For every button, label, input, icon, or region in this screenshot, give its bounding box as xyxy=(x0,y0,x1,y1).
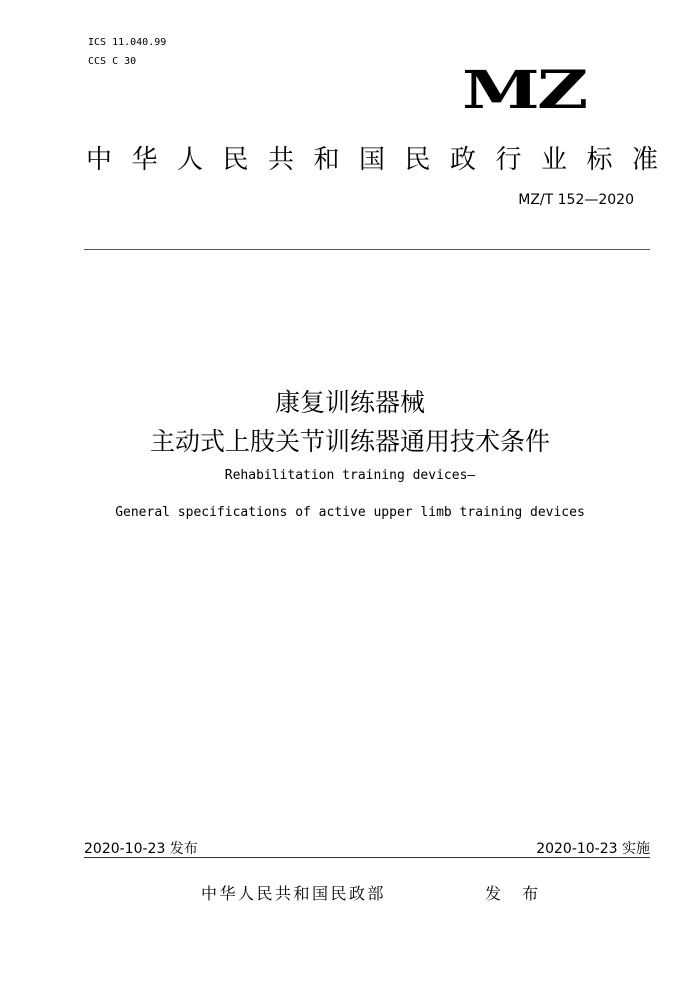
document-title-en-line1: Rehabilitation training devices— xyxy=(224,468,476,483)
standard-category-title: 中华人民共和国民政行业标准 xyxy=(86,145,678,175)
top-divider xyxy=(84,249,650,250)
ccs-code: CCS C 30 xyxy=(88,56,137,67)
document-title-zh-line1: 康复训练器械 xyxy=(274,388,425,417)
implementation-date: 2020-10-23 实施 xyxy=(536,841,650,857)
mz-logo: MZ xyxy=(462,60,586,121)
ics-code: ICS 11.040.99 xyxy=(88,37,167,48)
standard-number: MZ/T 152—2020 xyxy=(518,192,634,208)
publisher-name: 中华人民共和国民政部 xyxy=(201,884,387,903)
bottom-divider xyxy=(84,857,650,858)
document-title-zh-line2: 主动式上肢关节训练器通用技术条件 xyxy=(149,427,550,456)
issue-date: 2020-10-23 发布 xyxy=(84,841,198,857)
document-title-en-line2: General specifications of active upper limb training devices xyxy=(115,505,585,520)
publish-label: 发 布 xyxy=(485,884,547,903)
